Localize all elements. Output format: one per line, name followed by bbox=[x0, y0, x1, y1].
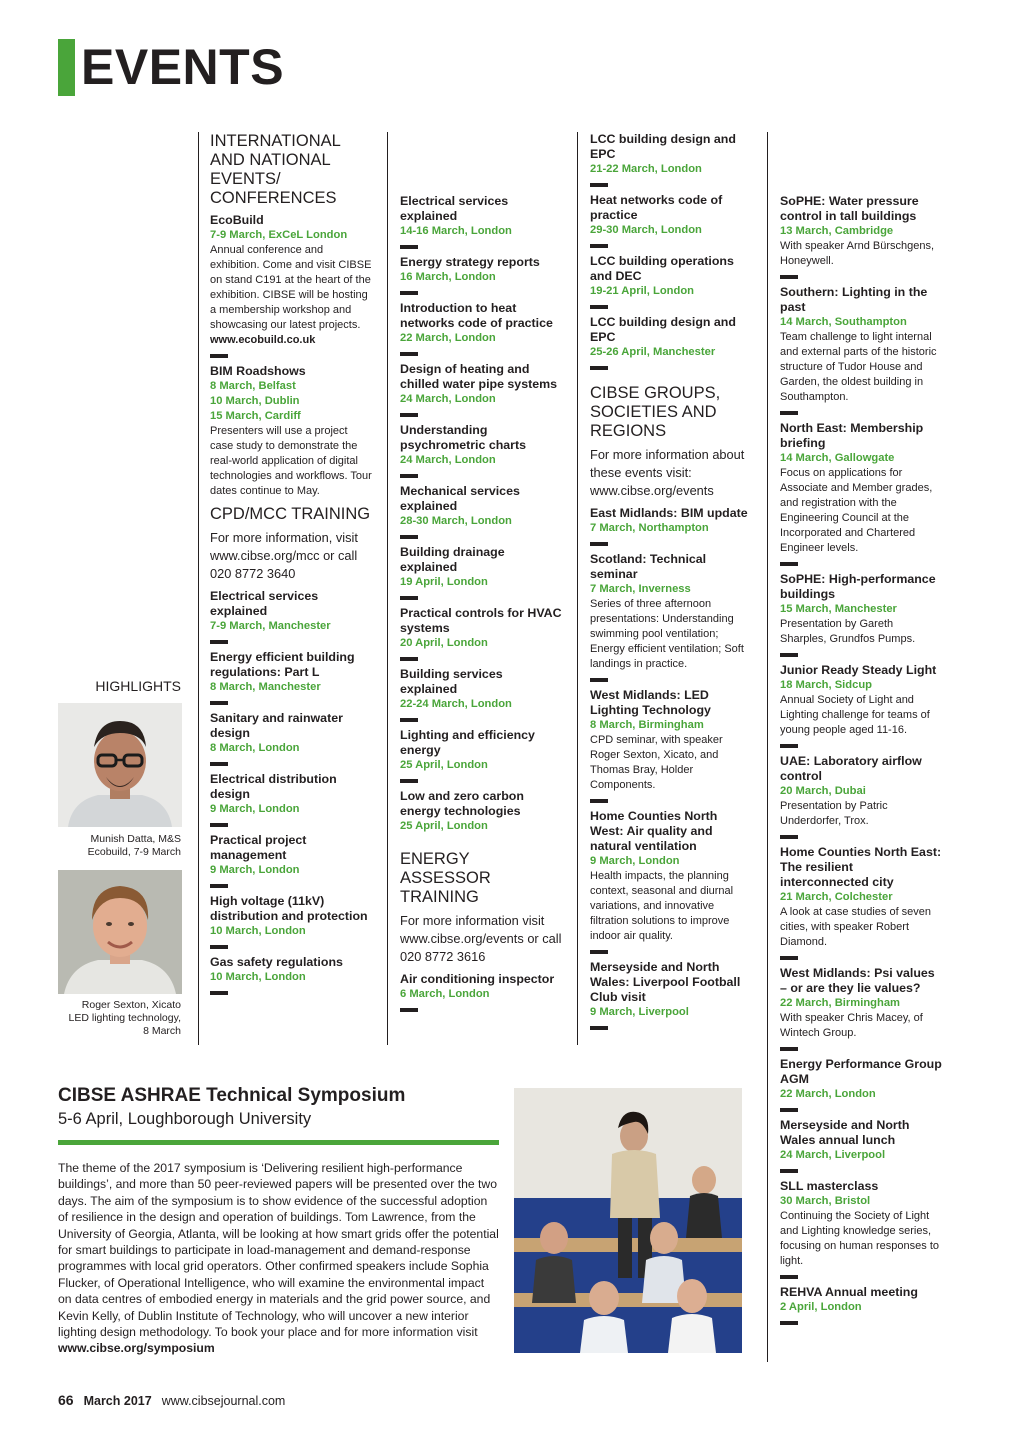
event-date: 25 April, London bbox=[400, 820, 488, 832]
event-title: BIM Roadshows bbox=[210, 364, 306, 378]
event-date: 14 March, Southampton bbox=[780, 316, 907, 328]
event-date: 2 April, London bbox=[780, 1301, 862, 1313]
event-item bbox=[590, 960, 752, 1030]
event-title: SLL masterclass bbox=[780, 1179, 879, 1193]
header-accent-bar bbox=[58, 39, 75, 96]
event-divider bbox=[590, 183, 608, 187]
event-title: Mechanical services explained bbox=[400, 484, 520, 513]
event-description: Continuing the Society of Light and Lighting knowledge series, focusing on human responses to light. bbox=[780, 1210, 939, 1267]
event-title: Home Counties North West: Air quality and natural ventilation bbox=[590, 809, 718, 853]
event-date: 9 March, London bbox=[590, 855, 680, 867]
event-title: Practical project management bbox=[210, 833, 307, 862]
event-date: 22 March, London bbox=[780, 1088, 876, 1100]
event-title: Merseyside and North Wales: Liverpool Football Club visit bbox=[590, 960, 741, 1004]
event-item bbox=[780, 421, 942, 566]
event-item bbox=[210, 894, 372, 949]
event-item bbox=[780, 285, 942, 415]
event-date: 7 March, Northampton bbox=[590, 522, 709, 534]
event-date: 9 March, London bbox=[210, 803, 300, 815]
event-title: Home Counties North East: The resilient interconnected city bbox=[780, 845, 942, 889]
event-title: Merseyside and North Wales annual lunch bbox=[780, 1118, 910, 1147]
section-heading: CPD/MCC TRAINING bbox=[210, 505, 371, 523]
event-item bbox=[780, 845, 942, 960]
event-divider bbox=[210, 823, 228, 827]
event-title: Southern: Lighting in the past bbox=[780, 285, 928, 314]
event-divider bbox=[590, 950, 608, 954]
event-title: Energy Performance Group AGM bbox=[780, 1057, 942, 1086]
event-date: 7 March, Inverness bbox=[590, 583, 691, 595]
event-date: 21-22 March, London bbox=[590, 163, 702, 175]
section-heading: INTERNATIONAL AND NATIONAL EVENTS/ CONFERENCES bbox=[210, 132, 341, 207]
event-item bbox=[210, 650, 372, 705]
page-number: 66 bbox=[58, 1392, 74, 1408]
event-item bbox=[590, 315, 752, 370]
photo-caption bbox=[40, 833, 181, 859]
event-description: CPD seminar, with speaker Roger Sexton, Xicato, and Thomas Bray, Holder Components. bbox=[590, 734, 723, 791]
event-divider bbox=[780, 1047, 798, 1051]
event-title: Building services explained bbox=[400, 667, 503, 696]
event-item bbox=[400, 194, 562, 249]
photo-caption bbox=[40, 999, 181, 1038]
event-item bbox=[780, 966, 942, 1051]
event-description: With speaker Chris Macey, of Wintech Group. bbox=[780, 1012, 923, 1039]
event-title: Understanding psychrometric charts bbox=[400, 423, 527, 452]
issue-date: March 2017 bbox=[83, 1394, 152, 1408]
event-description: Health impacts, the planning context, seasonal and diurnal variations, and innovative filtration solutions to improve indoor air quality. bbox=[590, 870, 734, 942]
speaker-photo bbox=[58, 703, 182, 827]
column-divider bbox=[198, 132, 199, 1045]
event-item bbox=[780, 754, 942, 839]
event-date: 22 March, London bbox=[400, 332, 496, 344]
event-item bbox=[780, 1285, 942, 1325]
event-link[interactable]: www.ecobuild.co.uk bbox=[210, 334, 316, 346]
event-divider bbox=[210, 945, 228, 949]
speaker-portrait-icon bbox=[58, 870, 182, 994]
event-date: 10 March, Dublin bbox=[210, 395, 300, 407]
event-date: 8 March, Belfast bbox=[210, 380, 296, 392]
event-item bbox=[400, 972, 562, 1012]
event-divider bbox=[400, 535, 418, 539]
event-divider bbox=[400, 779, 418, 783]
section-info: For more information visit www.cibse.org/events or call 020 8772 3616 bbox=[400, 913, 562, 964]
event-date: 24 March, London bbox=[400, 393, 496, 405]
event-title: Heat networks code of practice bbox=[590, 193, 723, 222]
event-divider bbox=[210, 884, 228, 888]
event-date: 25-26 April, Manchester bbox=[590, 346, 716, 358]
event-item bbox=[210, 364, 372, 499]
event-title: Electrical services explained bbox=[210, 589, 319, 618]
event-item bbox=[590, 132, 752, 187]
page-footer bbox=[58, 1392, 285, 1408]
event-item bbox=[780, 572, 942, 657]
event-title: Practical controls for HVAC systems bbox=[400, 606, 562, 635]
event-title: West Midlands: LED Lighting Technology bbox=[590, 688, 711, 717]
event-item bbox=[400, 545, 562, 600]
event-date: 29-30 March, London bbox=[590, 224, 702, 236]
event-title: LCC building design and EPC bbox=[590, 315, 736, 344]
event-item bbox=[590, 193, 752, 248]
symposium-link[interactable]: www.cibse.org/symposium bbox=[58, 1341, 215, 1356]
event-date: 7-9 March, ExCeL London bbox=[210, 229, 348, 241]
event-title: LCC building design and EPC bbox=[590, 132, 736, 161]
event-description: Focus on applications for Associate and Member grades, and registration with the Engineering Council at the Incorporated and Chartered Engineer levels. bbox=[780, 467, 933, 554]
event-date: 22 March, Birmingham bbox=[780, 997, 900, 1009]
event-description: Presentation by Patric Underdorfer, Trox. bbox=[780, 800, 888, 827]
event-divider bbox=[590, 244, 608, 248]
speaker-photo bbox=[58, 870, 182, 994]
event-title: Electrical distribution design bbox=[210, 772, 337, 801]
event-date: 10 March, London bbox=[210, 971, 306, 983]
event-description: With speaker Arnd Bürschgens, Honeywell. bbox=[780, 240, 935, 267]
event-item bbox=[780, 663, 942, 748]
event-date: 30 March, Bristol bbox=[780, 1195, 871, 1207]
event-description: Annual conference and exhibition. Come and visit CIBSE on stand C191 at the heart of the exhibition. CIBSE will be hosting a membership workshop and showcasing our latest projects. bbox=[210, 244, 372, 331]
event-item bbox=[210, 213, 372, 358]
event-date: 13 March, Cambridge bbox=[780, 225, 894, 237]
symposium-title: CIBSE ASHRAE Technical Symposium bbox=[58, 1085, 406, 1106]
caption-line: 8 March bbox=[143, 1025, 181, 1037]
event-divider bbox=[780, 1169, 798, 1173]
event-title: Introduction to heat networks code of practice bbox=[400, 301, 553, 330]
event-title: Energy efficient building regulations: Part L bbox=[210, 650, 355, 679]
event-divider bbox=[780, 275, 798, 279]
section-heading: CIBSE GROUPS, SOCIETIES AND REGIONS bbox=[590, 384, 721, 440]
event-item bbox=[400, 789, 562, 834]
event-date: 25 April, London bbox=[400, 759, 488, 771]
event-item bbox=[780, 1118, 942, 1173]
footer-site[interactable]: www.cibsejournal.com bbox=[161, 1394, 286, 1408]
audience-photo-icon bbox=[514, 1088, 742, 1353]
event-divider bbox=[400, 413, 418, 417]
event-title: SoPHE: Water pressure control in tall buildings bbox=[780, 194, 919, 223]
event-title: West Midlands: Psi values – or are they lie values? bbox=[780, 966, 935, 995]
symposium-subtitle: 5-6 April, Loughborough University bbox=[58, 1110, 312, 1128]
event-title: Design of heating and chilled water pipe systems bbox=[400, 362, 558, 391]
event-date: 19 April, London bbox=[400, 576, 488, 588]
event-title: Junior Ready Steady Light bbox=[780, 663, 937, 677]
event-date: 7-9 March, Manchester bbox=[210, 620, 331, 632]
event-title: Low and zero carbon energy technologies bbox=[400, 789, 524, 818]
event-date: 19-21 April, London bbox=[590, 285, 695, 297]
event-description: Team challenge to light internal and external parts of the historic structure of Tudor House and Garden, the oldest building in Southampton. bbox=[780, 331, 937, 403]
event-title: Scotland: Technical seminar bbox=[590, 552, 707, 581]
event-divider bbox=[210, 640, 228, 644]
event-item bbox=[780, 194, 942, 279]
event-divider bbox=[400, 352, 418, 356]
page-title: EVENTS bbox=[81, 39, 285, 95]
event-title: Energy strategy reports bbox=[400, 255, 540, 269]
event-date: 8 March, Manchester bbox=[210, 681, 321, 693]
event-item bbox=[780, 1057, 942, 1112]
event-date: 6 March, London bbox=[400, 988, 490, 1000]
event-title: UAE: Laboratory airflow control bbox=[780, 754, 922, 783]
event-item bbox=[590, 688, 752, 803]
caption-line: Roger Sexton, Xicato bbox=[81, 999, 181, 1011]
column-4 bbox=[780, 194, 942, 1331]
event-date: 22-24 March, London bbox=[400, 698, 512, 710]
event-divider bbox=[590, 1026, 608, 1030]
event-divider bbox=[400, 1008, 418, 1012]
event-divider bbox=[400, 718, 418, 722]
event-divider bbox=[590, 305, 608, 309]
event-divider bbox=[590, 542, 608, 546]
event-date: 15 March, Cardiff bbox=[210, 410, 301, 422]
event-date: 14-16 March, London bbox=[400, 225, 512, 237]
event-divider bbox=[780, 835, 798, 839]
event-title: Air conditioning inspector bbox=[400, 972, 555, 986]
section-info: For more information about these events visit: www.cibse.org/events bbox=[590, 447, 745, 498]
event-date: 8 March, London bbox=[210, 742, 300, 754]
event-divider bbox=[780, 956, 798, 960]
event-title: Sanitary and rainwater design bbox=[210, 711, 343, 740]
event-divider bbox=[400, 474, 418, 478]
event-divider bbox=[400, 657, 418, 661]
event-item bbox=[400, 255, 562, 295]
column-3 bbox=[590, 132, 752, 1036]
event-title: LCC building operations and DEC bbox=[590, 254, 734, 283]
event-item bbox=[590, 254, 752, 309]
event-divider bbox=[210, 762, 228, 766]
event-divider bbox=[590, 366, 608, 370]
event-date: 24 March, Liverpool bbox=[780, 1149, 886, 1161]
caption-line: Ecobuild, 7-9 March bbox=[87, 846, 181, 858]
event-date: 15 March, Manchester bbox=[780, 603, 897, 615]
event-date: 9 March, London bbox=[210, 864, 300, 876]
speaker-portrait-icon bbox=[58, 703, 182, 827]
event-divider bbox=[780, 744, 798, 748]
section-heading: ENERGY ASSESSOR TRAINING bbox=[400, 850, 491, 906]
event-item bbox=[400, 484, 562, 539]
event-title: High voltage (11kV) distribution and protection bbox=[210, 894, 368, 923]
event-date: 20 March, Dubai bbox=[780, 785, 866, 797]
column-divider bbox=[577, 132, 578, 1045]
event-item bbox=[400, 362, 562, 417]
caption-line: LED lighting technology, bbox=[68, 1012, 181, 1024]
event-title: REHVA Annual meeting bbox=[780, 1285, 918, 1299]
event-title: SoPHE: High-performance buildings bbox=[780, 572, 936, 601]
event-item bbox=[590, 809, 752, 954]
symposium-text: The theme of the 2017 symposium is ‘Delivering resilient high-performance buildings’, and more than 50 peer-reviewed papers will be presented over the two days. The aim of the symposium is to show evidence of the successful adoption of resilience in the design and operation of buildings. Tom Lawrence, from the University of Georgia, Atlanta, will be looking at how smart grids offer the potential for smart buildings to participate in load-management and demand-response programmes with local grid operators. Other confirmed speakers include Sophia Flucker, of Operational Intelligence, who will examine the environmental impact on data centres of embodied energy in materials and the grid power source, and Kevin Kelly, of Dublin Institute of Technology, who will uncover a new interior lighting design methodology. To book your place and for more information visit bbox=[58, 1161, 499, 1340]
highlights-heading: HIGHLIGHTS bbox=[95, 678, 181, 694]
event-date: 28-30 March, London bbox=[400, 515, 512, 527]
event-item bbox=[400, 301, 562, 356]
section-info: For more information, visit www.cibse.org/mcc or call 020 8772 3640 bbox=[210, 530, 358, 581]
event-title: EcoBuild bbox=[210, 213, 264, 227]
event-description: Presentation by Gareth Sharples, Grundfos Pumps. bbox=[780, 618, 916, 645]
column-1 bbox=[210, 132, 372, 1001]
event-description: A look at case studies of seven cities, with speaker Robert Diamond. bbox=[780, 906, 932, 948]
event-title: Gas safety regulations bbox=[210, 955, 343, 969]
event-title: Lighting and efficiency energy bbox=[400, 728, 535, 757]
symposium-rule bbox=[58, 1140, 499, 1145]
event-date: 18 March, Sidcup bbox=[780, 679, 873, 691]
event-divider bbox=[780, 1321, 798, 1325]
event-item bbox=[210, 772, 372, 827]
event-divider bbox=[780, 1275, 798, 1279]
event-date: 16 March, London bbox=[400, 271, 496, 283]
symposium-body bbox=[58, 1160, 500, 1357]
column-2 bbox=[400, 194, 562, 1018]
event-divider bbox=[780, 1108, 798, 1112]
event-divider bbox=[780, 562, 798, 566]
event-description: Annual Society of Light and Lighting challenge for teams of young people aged 11-16. bbox=[780, 694, 930, 736]
event-divider bbox=[590, 678, 608, 682]
caption-line: Munish Datta, M&S bbox=[90, 833, 181, 845]
event-divider bbox=[590, 799, 608, 803]
event-divider bbox=[780, 411, 798, 415]
symposium-photo bbox=[514, 1088, 742, 1353]
event-divider bbox=[210, 991, 228, 995]
event-divider bbox=[780, 653, 798, 657]
event-item bbox=[590, 506, 752, 546]
event-item bbox=[400, 667, 562, 722]
event-item bbox=[210, 955, 372, 995]
event-divider bbox=[210, 701, 228, 705]
event-description: Presenters will use a project case study to demonstrate the real-world application of digital technologies and workflows. Tour dates continue to May. bbox=[210, 425, 372, 497]
event-divider bbox=[400, 291, 418, 295]
event-title: Electrical services explained bbox=[400, 194, 509, 223]
event-title: North East: Membership briefing bbox=[780, 421, 924, 450]
event-date: 14 March, Gallowgate bbox=[780, 452, 895, 464]
event-date: 21 March, Colchester bbox=[780, 891, 893, 903]
event-item bbox=[210, 711, 372, 766]
event-date: 20 April, London bbox=[400, 637, 488, 649]
event-item bbox=[590, 552, 752, 682]
column-divider bbox=[767, 132, 768, 1362]
event-title: East Midlands: BIM update bbox=[590, 506, 748, 520]
event-item bbox=[210, 833, 372, 888]
event-title: Building drainage explained bbox=[400, 545, 505, 574]
event-item bbox=[780, 1179, 942, 1279]
event-item bbox=[210, 589, 372, 644]
event-date: 8 March, Birmingham bbox=[590, 719, 704, 731]
event-item bbox=[400, 606, 562, 661]
event-divider bbox=[210, 354, 228, 358]
event-divider bbox=[400, 596, 418, 600]
event-date: 24 March, London bbox=[400, 454, 496, 466]
page-header bbox=[58, 38, 284, 96]
column-divider bbox=[387, 132, 388, 1045]
event-divider bbox=[400, 245, 418, 249]
event-description: Series of three afternoon presentations: Understanding swimming pool ventilation; Energy efficient ventilation; Soft landings in practice. bbox=[590, 598, 744, 670]
event-item bbox=[400, 728, 562, 783]
event-date: 9 March, Liverpool bbox=[590, 1006, 689, 1018]
event-item bbox=[400, 423, 562, 478]
event-date: 10 March, London bbox=[210, 925, 306, 937]
